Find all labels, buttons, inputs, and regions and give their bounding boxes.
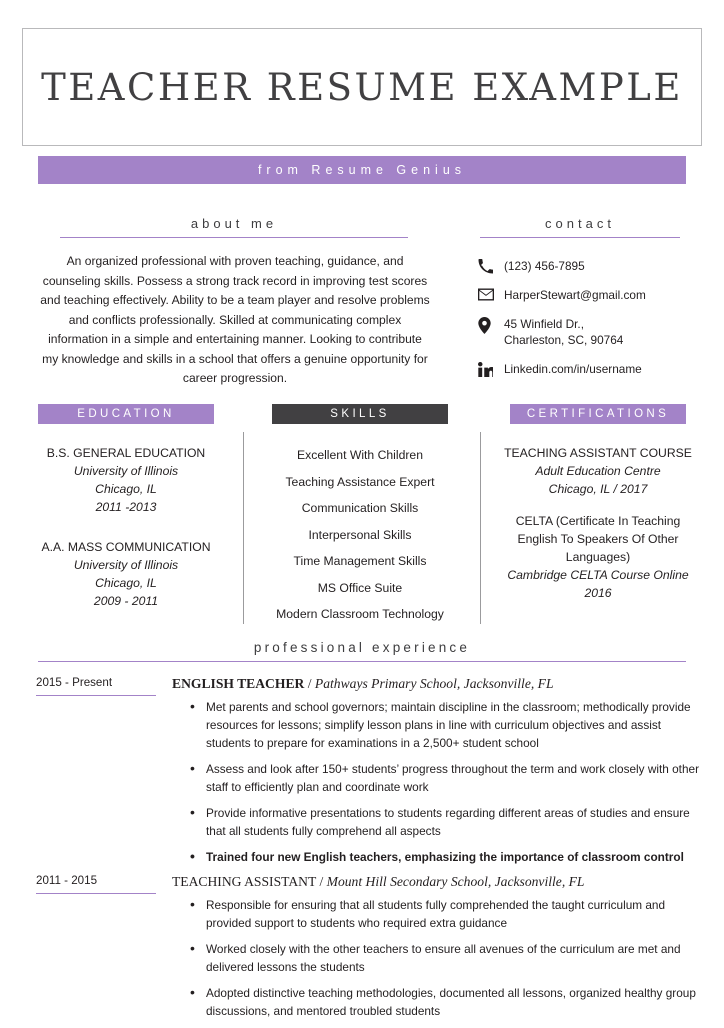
phone-icon <box>478 258 504 274</box>
subtitle-bar <box>38 156 686 184</box>
education-item <box>26 444 226 516</box>
certifications-list <box>496 444 700 616</box>
skill-item: Interpersonal Skills <box>308 527 412 542</box>
experience-bullet: • Adopted distinctive teaching methodologies, documented all lessons, organized healthy group discussions, and mentored troubled students <box>190 984 702 1020</box>
skill-item: Excellent With Children <box>297 448 423 462</box>
about-me-heading-rule <box>60 237 408 238</box>
education-list <box>26 444 226 632</box>
contact-value-email[interactable]: HarperStewart@gmail.com <box>504 288 646 302</box>
about-me-text: An organized professional with proven teaching, guidance, and counseling skills. Possess a strong track record in improving test scores and teaching effectively. Ability to be a team player and resolve problems and conflicts professionally. Skilled at communicating complex information in a simple and entertaining manner. Looking to contribute my knowledge and skills in a school that offers a genuine opportunity for career progression. <box>40 254 430 385</box>
experience-dates: 2015 - Present <box>36 676 156 696</box>
experience-company: Mount Hill Secondary School, Jacksonville, FL <box>326 874 585 889</box>
education-location: Chicago, IL <box>95 482 157 496</box>
contact-value-linkedin[interactable]: Linkedin.com/in/username <box>504 362 642 376</box>
certification-meta: Chicago, IL / 2017 <box>548 482 648 496</box>
experience-company: Pathways Primary School, Jacksonville, FL <box>314 676 554 691</box>
certifications-heading: CERTIFICATIONS <box>510 404 686 424</box>
experience-bullet: • Assess and look after 150+ students’ progress throughout the term and work closely with other staff to efficiently plan and coordinate work <box>190 760 702 796</box>
education-years: 2011 -2013 <box>95 500 157 514</box>
contact-heading-rule <box>480 237 680 238</box>
contact-item-email <box>478 287 698 303</box>
skills-heading: SKILLS <box>272 404 448 424</box>
column-divider-right <box>480 432 481 624</box>
column-divider-left <box>243 432 244 624</box>
about-me-heading <box>60 216 408 238</box>
experience-job-title: TEACHING ASSISTANT <box>172 874 317 889</box>
skill-item: Modern Classroom Technology <box>276 607 444 621</box>
experience-entry <box>0 874 724 1020</box>
about-me-heading-label: about me <box>190 216 278 231</box>
map-pin-icon <box>478 316 504 334</box>
education-school: University of Illinois <box>73 464 179 478</box>
skill-item: MS Office Suite <box>317 580 403 595</box>
education-degree: A.A. MASS COMMUNICATION <box>41 540 211 554</box>
experience-bullet: • Worked closely with the other teachers to ensure all avenues of the curriculum are met and delivered lessons the students <box>190 940 702 976</box>
skill-item: Communication Skills <box>301 501 419 515</box>
skills-list <box>260 442 460 628</box>
education-location: Chicago, IL <box>95 576 157 590</box>
experience-bullets <box>172 896 702 1020</box>
certification-name: CELTA (Certificate In Teaching English To Speakers Of Other Languages) <box>515 514 681 564</box>
certification-item <box>496 512 700 602</box>
experience-bullets <box>172 698 702 866</box>
skill-item: Teaching Assistance Expert <box>285 474 435 489</box>
experience-heading <box>38 640 686 662</box>
linkedin-icon <box>478 361 504 377</box>
contact-address-line1: 45 Winfield Dr., <box>504 317 584 331</box>
education-heading: EDUCATION <box>38 404 214 424</box>
contact-address-line2: Charleston, SC, 90764 <box>504 333 624 347</box>
certification-item <box>496 444 700 498</box>
experience-dates: 2011 - 2015 <box>36 874 156 894</box>
education-item <box>26 538 226 610</box>
experience-heading-label: professional experience <box>253 640 471 655</box>
contact-item-address <box>478 316 698 348</box>
contact-heading <box>480 216 680 238</box>
experience-heading-rule <box>38 661 686 662</box>
contact-item-phone <box>478 258 698 274</box>
subtitle-text: from Resume Genius <box>257 163 467 177</box>
experience-role-line <box>172 874 702 890</box>
contact-heading-label: contact <box>545 216 615 231</box>
contact-value-address <box>504 316 623 348</box>
contact-list <box>478 258 698 390</box>
contact-item-linkedin <box>478 361 698 377</box>
experience-bullet: • Met parents and school governors; maintain discipline in the classroom; methodically provide resources for lessons; simplify lesson plans in line with curriculum objectives and assist students to prepare for examinations in a 2,500+ student school <box>190 698 702 752</box>
experience-bullet: • Trained four new English teachers, emphasizing the importance of classroom control <box>190 848 702 866</box>
education-school: University of Illinois <box>73 558 179 572</box>
experience-list <box>0 676 724 1028</box>
page-title: TEACHER RESUME EXAMPLE <box>41 65 683 109</box>
contact-value-phone[interactable]: (123) 456-7895 <box>504 259 585 273</box>
experience-job-title: ENGLISH TEACHER <box>172 676 305 691</box>
experience-separator: / <box>316 874 327 889</box>
experience-bullet: • Responsible for ensuring that all students fully comprehended the taught curriculum and provided support to students who required extra guidance <box>190 896 702 932</box>
experience-body <box>172 676 702 866</box>
experience-entry <box>0 676 724 866</box>
certification-name: TEACHING ASSISTANT COURSE <box>504 446 692 460</box>
education-years: 2009 - 2011 <box>93 594 159 608</box>
certification-org: Adult Education Centre <box>535 464 661 478</box>
certification-org: Cambridge CELTA Course Online <box>507 568 689 582</box>
education-degree: B.S. GENERAL EDUCATION <box>46 446 206 460</box>
experience-role-line <box>172 676 702 692</box>
envelope-icon <box>478 287 504 301</box>
experience-bullet: • Provide informative presentations to students regarding different areas of studies and ensure that all students fully comprehend all aspects <box>190 804 702 840</box>
experience-body <box>172 874 702 1020</box>
skill-item: Time Management Skills <box>293 554 427 568</box>
certification-meta: 2016 <box>584 586 612 600</box>
experience-separator: / <box>304 676 315 691</box>
